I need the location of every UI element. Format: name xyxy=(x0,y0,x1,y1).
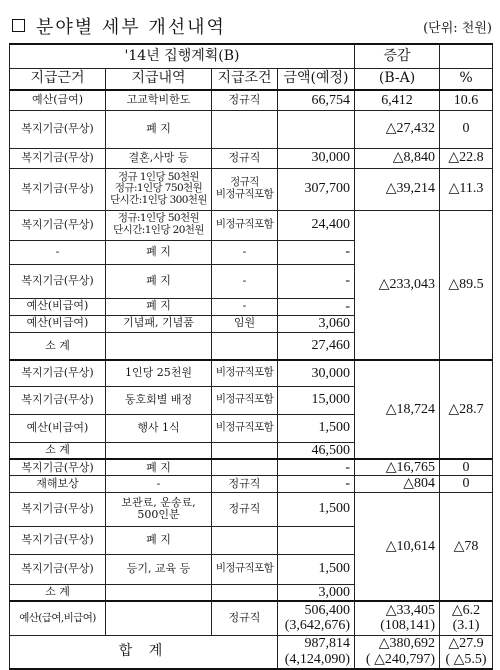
detail-line: 정규:1인당 750천원 xyxy=(114,182,203,195)
change-line: ( △240,797) xyxy=(365,651,436,667)
cell-detail: 행사 1식 xyxy=(106,414,212,442)
table-row xyxy=(10,148,493,168)
cell-condition: - xyxy=(212,264,278,298)
cell-change: △27,432 xyxy=(355,110,440,148)
unit-label: (단위: 천원) xyxy=(423,21,492,36)
cell-amount: 27,460 xyxy=(278,332,355,360)
checkbox-square-icon xyxy=(12,19,25,32)
detail-line: 정규 1인당 50천원 xyxy=(118,170,199,183)
cell-basis: 복지기금(무상) xyxy=(10,148,106,168)
cell-detail xyxy=(106,584,212,601)
cell-change: △18,724 xyxy=(355,360,440,459)
table-row xyxy=(10,360,493,386)
cell-basis: 예산(비급여) xyxy=(10,315,106,332)
cell-condition: - xyxy=(212,298,278,315)
cell-amount: 3,000 xyxy=(278,584,355,601)
cell-amount: 46,500 xyxy=(278,442,355,459)
amount-line: 987,814 xyxy=(304,636,351,652)
cell-detail: 폐 지 xyxy=(106,526,212,554)
cell-detail: 폐 지 xyxy=(106,298,212,315)
cell-percent: △11.3 xyxy=(440,168,493,210)
cell-basis: 예산(급여) xyxy=(10,90,106,110)
cell-amount xyxy=(278,635,355,669)
cell-amount: 24,400 xyxy=(278,210,355,240)
change-subheader: (B-A) xyxy=(355,68,440,90)
cell-detail xyxy=(106,168,212,210)
cell-amount: 15,000 xyxy=(278,386,355,414)
detail-table xyxy=(9,43,493,670)
cell-condition xyxy=(212,526,278,554)
table-row xyxy=(10,476,493,492)
percent-line: ( △5.5) xyxy=(445,651,487,667)
cell-detail xyxy=(106,601,212,635)
table-row xyxy=(10,110,493,148)
cell-detail: - xyxy=(106,476,212,492)
cell-detail xyxy=(106,210,212,240)
percent-header-top xyxy=(440,44,493,68)
cell-basis: 복지기금(무상) xyxy=(10,492,106,526)
cell-amount: 307,700 xyxy=(278,168,355,210)
cell-detail: 동호회별 배정 xyxy=(106,386,212,414)
cell-detail: 기념패, 기념품 xyxy=(106,315,212,332)
cell-amount: 1,500 xyxy=(278,492,355,526)
cell-detail xyxy=(106,492,212,526)
cell-condition: 비정규직포함 xyxy=(212,554,278,584)
cell-change: △10,614 xyxy=(355,492,440,601)
cell-condition xyxy=(212,332,278,360)
cell-amount: 30,000 xyxy=(278,148,355,168)
col-detail-header: 지급내역 xyxy=(106,68,212,90)
table-row xyxy=(10,90,493,110)
cell-condition xyxy=(212,442,278,459)
cell-detail xyxy=(106,332,212,360)
cell-condition: 정규직 xyxy=(212,492,278,526)
cell-amount: 1,500 xyxy=(278,554,355,584)
cell-change: △8,840 xyxy=(355,148,440,168)
change-header: 증감 xyxy=(355,44,440,68)
cell-basis: 예산(비급여) xyxy=(10,298,106,315)
amount-line: (4,124,090) xyxy=(284,651,351,667)
change-line: △380,692 xyxy=(378,636,436,652)
cell-change xyxy=(355,601,440,635)
cell-change xyxy=(355,635,440,669)
cell-detail: 등기, 교육 등 xyxy=(106,554,212,584)
cell-basis: 복지기금(무상) xyxy=(10,110,106,148)
cell-amount: 3,060 xyxy=(278,315,355,332)
cell-percent: △78 xyxy=(440,492,493,601)
cell-detail: 결혼,사망 등 xyxy=(106,148,212,168)
cell-change: △16,765 xyxy=(355,459,440,476)
table-row xyxy=(10,601,493,635)
cell-detail: 폐 지 xyxy=(106,110,212,148)
cell-basis: 복지기금(무상) xyxy=(10,554,106,584)
cell-basis: 복지기금(무상) xyxy=(10,459,106,476)
cell-basis: 예산(급여,비급여) xyxy=(10,601,106,635)
change-line: △33,405 xyxy=(385,602,436,618)
page-title: 분야별 세부 개선내역 xyxy=(36,17,226,38)
table-row xyxy=(10,168,493,210)
cell-condition xyxy=(212,459,278,476)
cell-percent: △22.8 xyxy=(440,148,493,168)
cell-basis: 복지기금(무상) xyxy=(10,386,106,414)
amount-line: 506,400 xyxy=(304,602,351,618)
cell-change: △233,043 xyxy=(355,210,440,360)
total-label: 합 계 xyxy=(10,635,278,669)
cell-detail: 1인당 25천원 xyxy=(106,360,212,386)
detail-line: 단시간:1인당 20천원 xyxy=(113,224,204,236)
cell-amount: - xyxy=(278,298,355,315)
detail-line: 정규:1인당 50천원 xyxy=(117,212,200,225)
cell-amount: - xyxy=(278,240,355,264)
cell-detail: 폐 지 xyxy=(106,264,212,298)
cell-detail xyxy=(106,442,212,459)
header-row-1 xyxy=(10,44,493,68)
title-bar xyxy=(6,4,494,38)
amount-line: (3,642,676) xyxy=(284,618,351,634)
cell-basis: 소 계 xyxy=(10,584,106,601)
cell-condition: 정규직 xyxy=(212,90,278,110)
cell-percent xyxy=(440,635,493,669)
cell-change: △804 xyxy=(355,476,440,492)
cell-percent: 0 xyxy=(440,459,493,476)
cell-detail: 폐 지 xyxy=(106,240,212,264)
cell-condition: 임원 xyxy=(212,315,278,332)
cell-percent xyxy=(440,601,493,635)
cell-condition xyxy=(212,110,278,148)
cell-percent: △28.7 xyxy=(440,360,493,459)
detail-line: 500인분 xyxy=(137,508,180,522)
cell-detail: 폐 지 xyxy=(106,459,212,476)
condition-line: 비정규직포함 xyxy=(215,188,274,200)
cell-amount xyxy=(278,526,355,554)
change-line: (108,141) xyxy=(380,618,436,634)
cell-condition: 정규직 xyxy=(212,476,278,492)
cell-change: 6,412 xyxy=(355,90,440,110)
cell-amount: 1,500 xyxy=(278,414,355,442)
cell-amount: - xyxy=(278,264,355,298)
cell-basis: 예산(비급여) xyxy=(10,414,106,442)
table-row xyxy=(10,492,493,526)
cell-basis: 복지기금(무상) xyxy=(10,264,106,298)
cell-condition: 비정규직포함 xyxy=(212,414,278,442)
cell-condition: 정규직 xyxy=(212,148,278,168)
cell-percent: 0 xyxy=(440,110,493,148)
cell-basis: 복지기금(무상) xyxy=(10,526,106,554)
condition-line: 정규직 xyxy=(230,176,259,189)
cell-detail: 고교학비한도 xyxy=(106,90,212,110)
cell-basis: 복지기금(무상) xyxy=(10,210,106,240)
cell-amount: - xyxy=(278,476,355,492)
cell-basis: 복지기금(무상) xyxy=(10,168,106,210)
cell-condition: - xyxy=(212,240,278,264)
group-header: '14년 집행계획(B) xyxy=(10,44,355,68)
detail-line: 보관료, 운송료, xyxy=(121,496,196,510)
table-row xyxy=(10,459,493,476)
detail-line: 단시간:1인당 300천원 xyxy=(110,193,207,206)
cell-amount xyxy=(278,110,355,148)
cell-condition xyxy=(212,584,278,601)
percent-line: △27.9 xyxy=(448,636,484,652)
cell-condition: 비정규직포함 xyxy=(212,360,278,386)
cell-amount: 30,000 xyxy=(278,360,355,386)
cell-basis: 소 계 xyxy=(10,332,106,360)
header-row-2 xyxy=(10,68,493,90)
cell-condition: 비정규직포함 xyxy=(212,210,278,240)
cell-condition: 정규직 xyxy=(212,601,278,635)
percent-header: % xyxy=(440,68,493,90)
cell-percent: 10.6 xyxy=(440,90,493,110)
cell-percent: △89.5 xyxy=(440,210,493,360)
cell-condition: 비정규직포함 xyxy=(212,386,278,414)
cell-basis: 소 계 xyxy=(10,442,106,459)
cell-basis: 복지기금(무상) xyxy=(10,360,106,386)
cell-amount: - xyxy=(278,459,355,476)
cell-basis: 재해보상 xyxy=(10,476,106,492)
percent-line: △6.2 xyxy=(451,602,481,618)
col-basis-header: 지급근거 xyxy=(10,68,106,90)
cell-amount xyxy=(278,601,355,635)
cell-amount: 66,754 xyxy=(278,90,355,110)
percent-line: (3.1) xyxy=(452,618,480,634)
cell-percent: 0 xyxy=(440,476,493,492)
total-row xyxy=(10,635,493,669)
cell-basis: - xyxy=(10,240,106,264)
cell-condition xyxy=(212,168,278,210)
cell-change: △39,214 xyxy=(355,168,440,210)
col-amount-header: 금액(예정) xyxy=(278,68,355,90)
table-row xyxy=(10,210,493,240)
col-condition-header: 지급조건 xyxy=(212,68,278,90)
